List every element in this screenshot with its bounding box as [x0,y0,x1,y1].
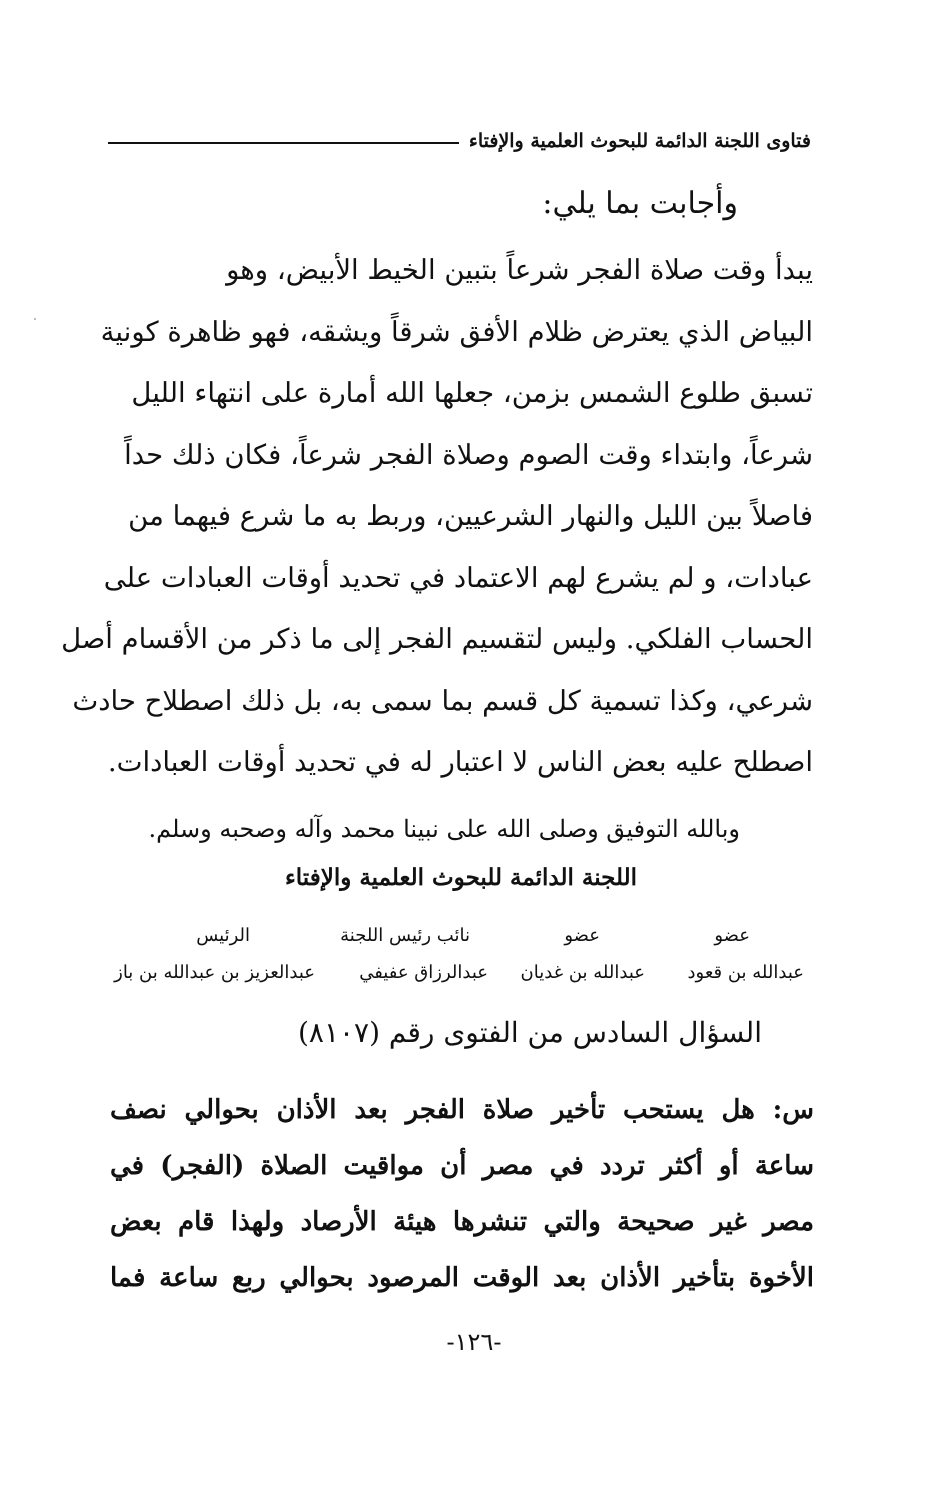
member-name: عبدالرزاق عفيفي [359,962,488,983]
member-role: عضو [714,925,750,946]
member-name: عبدالله بن غديان [520,962,645,983]
answer-line: عبادات، و لم يشرع لهم الاعتماد في تحديد أوقات العبادات على [103,561,813,594]
answer-line: اصطلح عليه بعض الناس لا اعتبار له في تحديد أوقات العبادات. [107,746,813,778]
member-name: عبدالله بن قعود [687,962,804,983]
page-number-text: -١٢٦- [446,1328,502,1356]
answer-line: يبدأ وقت صلاة الفجر شرعاً بتبين الخيط الأبيض، وهو [226,254,813,286]
page-number [0,1328,950,1356]
answer-intro: وأجابت بما يلي: [542,186,738,221]
member-role: نائب رئيس اللجنة [340,925,470,946]
closing-prayer: وبالله التوفيق وصلى الله على نبينا محمد وآله وصحبه وسلم. [148,815,740,843]
answer-line: الحساب الفلكي. وليس لتقسيم الفجر إلى ما ذكر من الأقسام أصل [61,623,813,655]
answer-line: شرعي، وكذا تسمية كل قسم بما سمى به، بل ذلك اصطلاح حادث [72,684,813,717]
member-role: الرئيس [196,925,250,946]
question-line: ساعة أو أكثر تردد في مصر أن مواقيت الصلاة (الفجر) في [110,1151,814,1181]
question-heading: السؤال السادس من الفتوى رقم (٨١٠٧) [297,1016,762,1049]
member-name: عبدالعزيز بن عبدالله بن باز [114,962,315,983]
question-line: الأخوة بتأخير الأذان بعد الوقت المرصود بحوالي ربع ساعة فما [110,1263,814,1293]
answer-line: فاصلاً بين الليل والنهار الشرعيين، وربط به ما شرع فيهما من [128,500,813,532]
member-role: عضو [564,925,600,946]
question-line: س: هل يستحب تأخير صلاة الفجر بعد الأذان بحوالي نصف [110,1095,814,1125]
answer-line: شرعاً، وابتداء وقت الصوم وصلاة الفجر شرعاً، فكان ذلك حداً [124,438,813,471]
answer-line: تسبق طلوع الشمس بزمن، جعلها الله أمارة على انتهاء الليل [131,377,813,409]
answer-line: البياض الذي يعترض ظلام الأفق شرقاً ويشقه، فهو ظاهرة كونية [100,315,813,348]
running-header-title: فتاوى اللجنة الدائمة للبحوث العلمية والإفتاء [468,130,811,152]
question-text [110,1082,814,1306]
question-line: مصر غير صحيحة والتي تنشرها هيئة الأرصاد ولهذا قام بعض [110,1207,814,1237]
committee-name-text: اللجنة الدائمة للبحوث العلمية والإفتاء [284,864,638,891]
